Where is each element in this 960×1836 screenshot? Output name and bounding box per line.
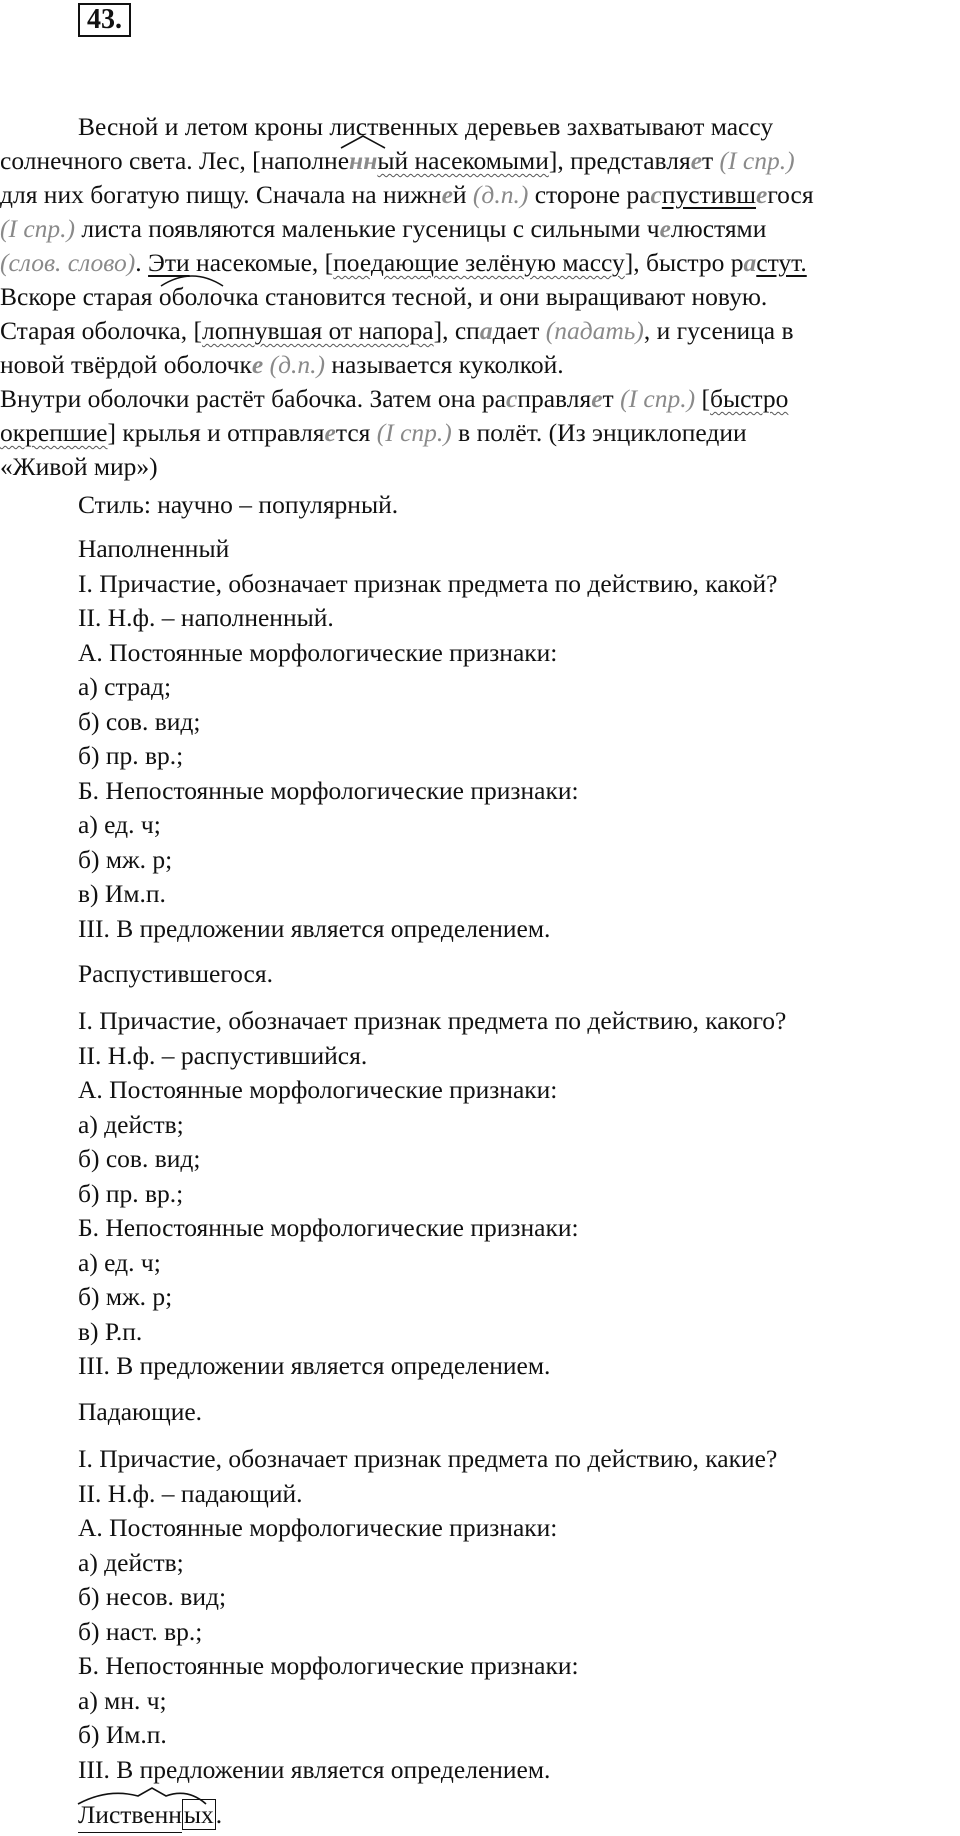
text-line-1: Весной и летом кроны лиственных деревьев захватывают массу <box>78 112 774 141</box>
analysis-line: б) мж. р; <box>78 1282 173 1311</box>
analysis-line: А. Постоянные морфологические признаки: <box>78 638 558 667</box>
text-line-5: (слов. слово). Эти насекомые, [поедающие зелёную массу], быстро растут. <box>0 248 807 277</box>
analysis-line: б) несов. вид; <box>78 1582 227 1611</box>
analysis-line: в) Р.п. <box>78 1317 143 1346</box>
analysis-heading: Распустившегося. <box>78 959 273 988</box>
analysis-line: II. Н.ф. – падающий. <box>78 1479 303 1508</box>
analysis-line: I. Причастие, обозначает признак предмета по действию, какого? <box>78 1006 787 1035</box>
analysis-line: А. Постоянные морфологические признаки: <box>78 1513 558 1542</box>
text-line-4: (I спр.) листа появляются маленькие гусеницы с сильными челюстями <box>0 214 767 243</box>
text-line-9: Внутри оболочки растёт бабочка. Затем она расправляет (I спр.) [быстро <box>0 384 789 413</box>
analysis-line: б) Им.п. <box>78 1720 167 1749</box>
style-line: Стиль: научно – популярный. <box>78 490 399 519</box>
exercise-number: 43. <box>78 3 131 37</box>
analysis-line: а) ед. ч; <box>78 1248 161 1277</box>
suffix-mark-icon <box>349 136 389 148</box>
analysis-line: III. В предложении является определением. <box>78 914 551 943</box>
analysis-line: II. Н.ф. – наполненный. <box>78 603 334 632</box>
analysis-line: б) пр. вр.; <box>78 1179 184 1208</box>
ending-box: ых <box>183 1800 214 1829</box>
analysis-line: б) наст. вр.; <box>78 1617 203 1646</box>
analysis-line: Б. Непостоянные морфологические признаки: <box>78 1213 579 1242</box>
analysis-line: б) пр. вр.; <box>78 741 184 770</box>
analysis-line: I. Причастие, обозначает признак предмета по действию, какие? <box>78 1444 778 1473</box>
text-line-10: окрепшие] крылья и отправляется (I спр.) в полёт. (Из энциклопедии <box>0 418 747 447</box>
analysis-line: а) действ; <box>78 1110 184 1139</box>
analysis-heading: Наполненный <box>78 534 230 563</box>
text-line-2: солнечного света. Лес, [наполне нный насекомыми], представляет (I спр.) <box>0 144 795 178</box>
text-line-3: для них богатую пищу. Сначала на нижней (д.п.) стороне распустившегося <box>0 180 814 209</box>
analysis-line: А. Постоянные морфологические признаки: <box>78 1075 558 1104</box>
analysis-line: б) мж. р; <box>78 845 173 874</box>
analysis-line: а) мн. ч; <box>78 1686 167 1715</box>
text-line-7: Старая оболочка, [лопнувшая от напора], спадает (падать), и гусеница в <box>0 316 794 345</box>
analysis-line: а) ед. ч; <box>78 810 161 839</box>
text-line-6: Вскоре старая оболочка становится тесной, и они выращивают новую. <box>0 280 767 314</box>
suffix-arc: наполне <box>260 146 350 175</box>
analysis-line: III. В предложении является определением. <box>78 1351 551 1380</box>
analysis-line: в) Им.п. <box>78 879 166 908</box>
analysis-heading: Падающие. <box>78 1397 203 1426</box>
analysis-line: II. Н.ф. – распустившийся. <box>78 1041 368 1070</box>
root-arc-icon <box>159 272 225 286</box>
analysis-line: а) действ; <box>78 1548 184 1577</box>
root-arc-icon <box>78 1790 208 1804</box>
analysis-line: б) сов. вид; <box>78 707 201 736</box>
analysis-line: Б. Непостоянные морфологические признаки: <box>78 1651 579 1680</box>
analysis-line: I. Причастие, обозначает признак предмета по действию, какой? <box>78 569 778 598</box>
analysis-line: а) страд; <box>78 672 172 701</box>
analysis-line: б) сов. вид; <box>78 1144 201 1173</box>
analysis-line: III. В предложении является определением. <box>78 1755 551 1784</box>
morpheme-word: Лиственных. <box>78 1798 222 1833</box>
text-line-8: новой твёрдой оболочке (д.п.) называется куколкой. <box>0 350 564 379</box>
analysis-line: Б. Непостоянные морфологические признаки: <box>78 776 579 805</box>
text-line-11: «Живой мир») <box>0 452 158 481</box>
